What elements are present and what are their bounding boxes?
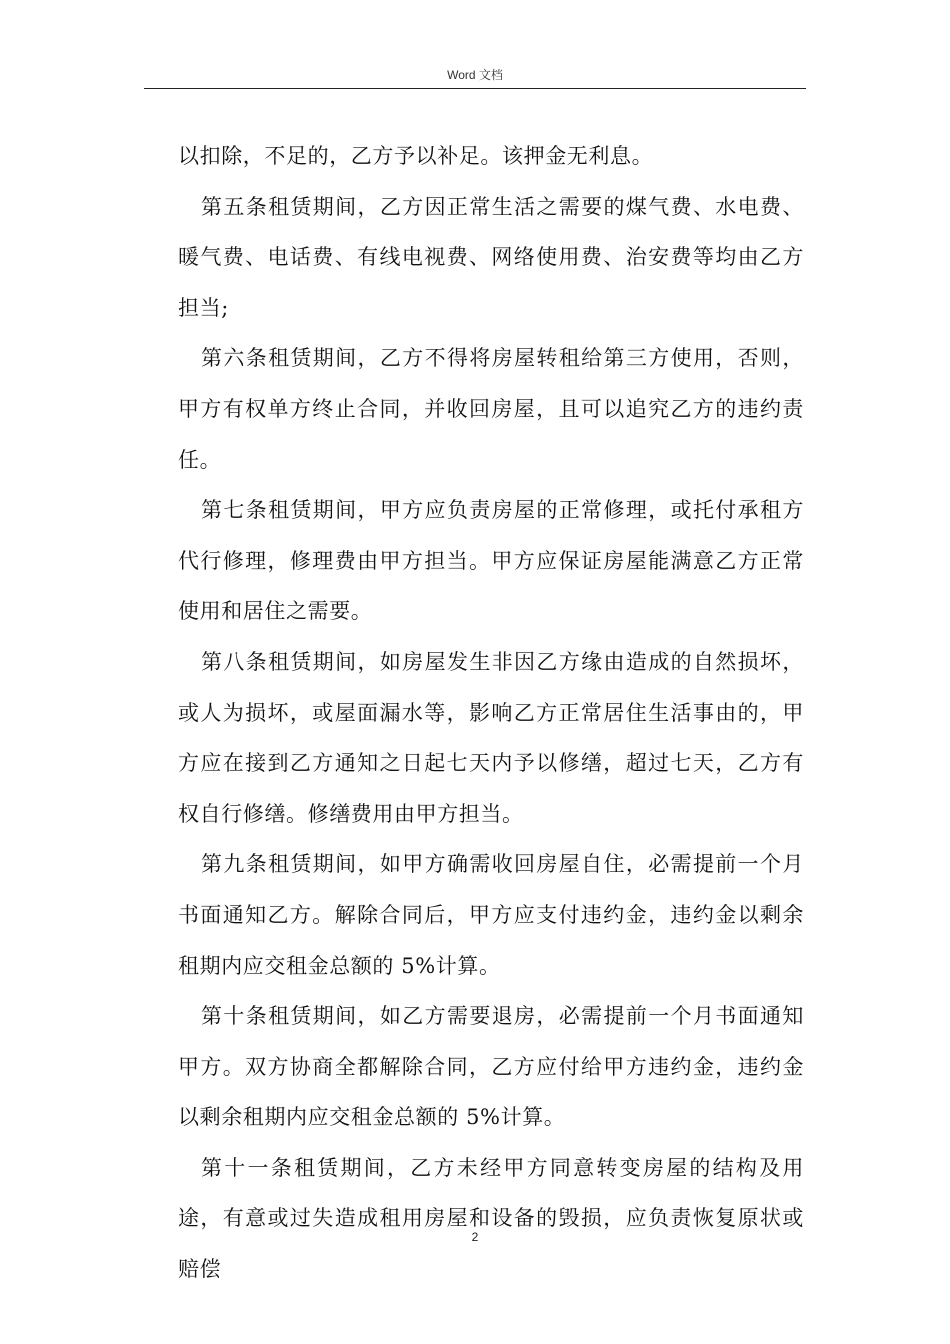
paragraph-article-9: 第九条租赁期间，如甲方确需收回房屋自住，必需提前一个月书面通知乙方。解除合同后，甲方应支付违约金，违约金以剩余租期内应交租金总额的 5%计算。 xyxy=(178,852,804,978)
paragraph-article-10: 第十条租赁期间，如乙方需要退房，必需提前一个月书面通知甲方。双方协商全都解除合同，乙方应付给甲方违约金，违约金以剩余租期内应交租金总额的 5%计算。 xyxy=(178,1004,804,1130)
header-divider xyxy=(144,88,806,89)
document-body xyxy=(178,131,804,1295)
paragraph-article-6: 第六条租赁期间，乙方不得将房屋转租给第三方使用，否则，甲方有权单方终止合同，并收回房屋，且可以追究乙方的违约责任。 xyxy=(178,346,804,472)
page-number: 2 xyxy=(471,1230,479,1244)
page-header: Word 文档 xyxy=(447,68,503,82)
paragraph-continuation: 以扣除，不足的，乙方予以补足。该押金无利息。 xyxy=(178,144,654,168)
paragraph-article-5: 第五条租赁期间，乙方因正常生活之需要的煤气费、水电费、暖气费、电话费、有线电视费、网络使用费、治安费等均由乙方担当; xyxy=(178,194,804,320)
paragraph-article-11: 第十一条租赁期间，乙方未经甲方同意转变房屋的结构及用途，有意或过失造成租用房屋和设备的毁损，应负责恢复原状或赔偿 xyxy=(178,1155,804,1282)
paragraph-article-7: 第七条租赁期间，甲方应负责房屋的正常修理，或托付承租方代行修理，修理费由甲方担当。甲方应保证房屋能满意乙方正常使用和居住之需要。 xyxy=(178,498,804,624)
paragraph-article-8: 第八条租赁期间，如房屋发生非因乙方缘由造成的自然损坏，或人为损坏，或屋面漏水等，影响乙方正常居住生活事由的，甲方应在接到乙方通知之日起七天内予以修缮，超过七天，乙方有权自行修缮。修缮费用由甲方担当。 xyxy=(178,649,804,826)
